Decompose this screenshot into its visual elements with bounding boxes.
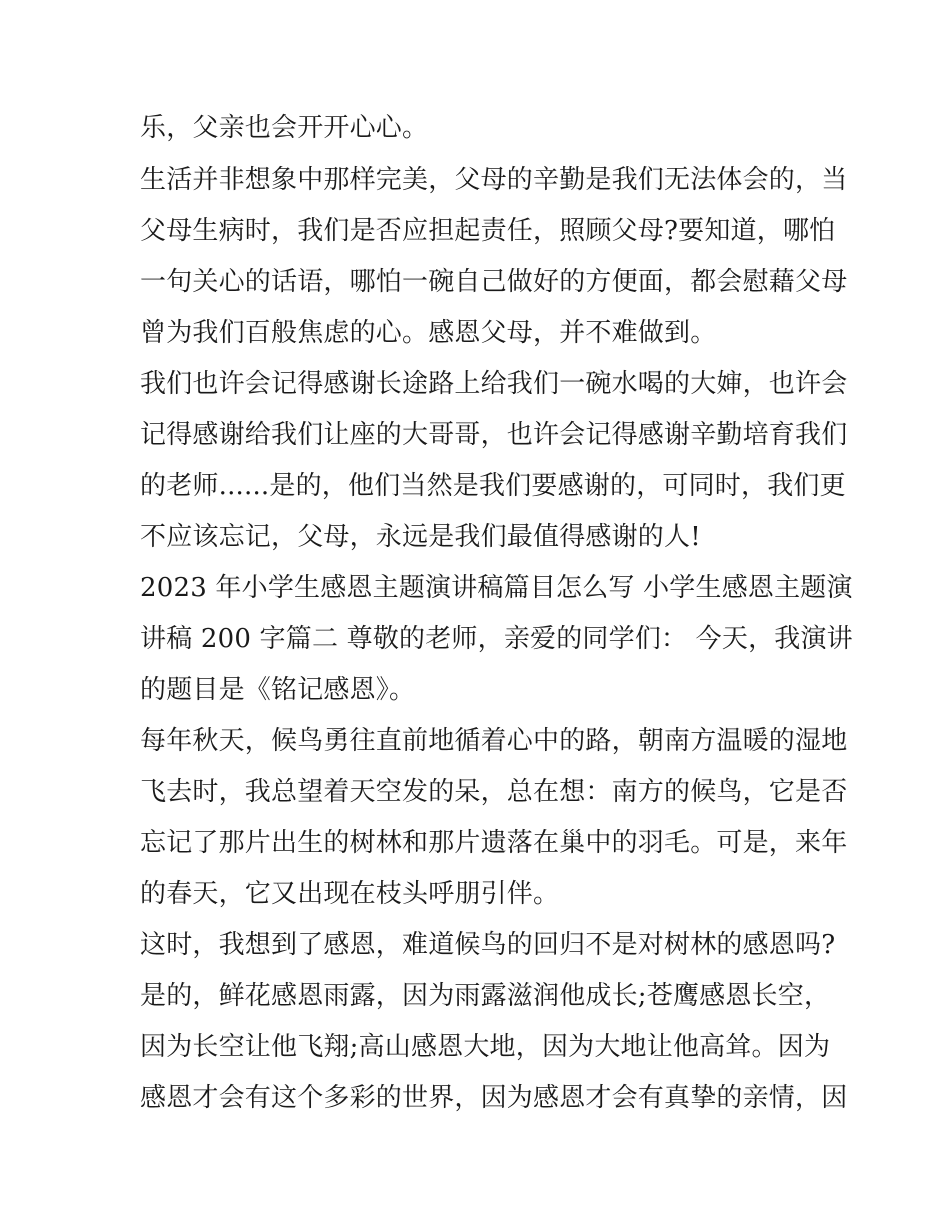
text-line: 感恩才会有这个多彩的世界，因为感恩才会有真挚的亲情，因 [140, 1083, 848, 1113]
text-line: 记得感谢给我们让座的大哥哥，也许会记得感谢辛勤培育我们 [140, 420, 848, 450]
text-line: 的题目是《铭记感恩》。 [140, 675, 416, 705]
text-line: 一句关心的话语，哪怕一碗自己做好的方便面，都会慰藉父母 [140, 267, 848, 297]
text-line: 2023 年小学生感恩主题演讲稿篇目怎么写 小学生感恩主题演 [140, 573, 853, 603]
text-line: 飞去时，我总望着天空发的呆，总在想：南方的候鸟，它是否 [140, 777, 848, 807]
text-line: 不应该忘记，父母，永远是我们最值得感谢的人! [140, 522, 701, 552]
text-line: 的春天，它又出现在枝头呼朋引伴。 [140, 879, 560, 909]
text-line: 我们也许会记得感谢长途路上给我们一碗水喝的大婶，也许会 [140, 369, 848, 399]
text-line: 生活并非想象中那样完美，父母的辛勤是我们无法体会的，当 [140, 165, 848, 195]
text-line: 讲稿 200 字篇二 尊敬的老师，亲爱的同学们： 今天，我演讲 [140, 624, 853, 654]
text-line: 因为长空让他飞翔;高山感恩大地，因为大地让他高耸。因为 [140, 1032, 831, 1062]
text-line: 曾为我们百般焦虑的心。感恩父母，并不难做到。 [140, 318, 717, 348]
text-line: 乐，父亲也会开开心心。 [140, 113, 429, 143]
text-line: 父母生病时，我们是否应担起责任，照顾父母?要知道，哪怕 [140, 216, 836, 246]
text-line: 是的，鲜花感恩雨露，因为雨露滋润他成长;苍鹰感恩长空， [140, 981, 831, 1011]
text-line: 的老师......是的，他们当然是我们要感谢的，可同时，我们更 [140, 471, 846, 501]
text-line: 这时，我想到了感恩，难道候鸟的回归不是对树林的感恩吗? [140, 930, 836, 960]
text-line: 忘记了那片出生的树林和那片遗落在巢中的羽毛。可是，来年 [140, 828, 848, 858]
text-line: 每年秋天，候鸟勇往直前地循着心中的路，朝南方温暖的湿地 [140, 726, 848, 756]
